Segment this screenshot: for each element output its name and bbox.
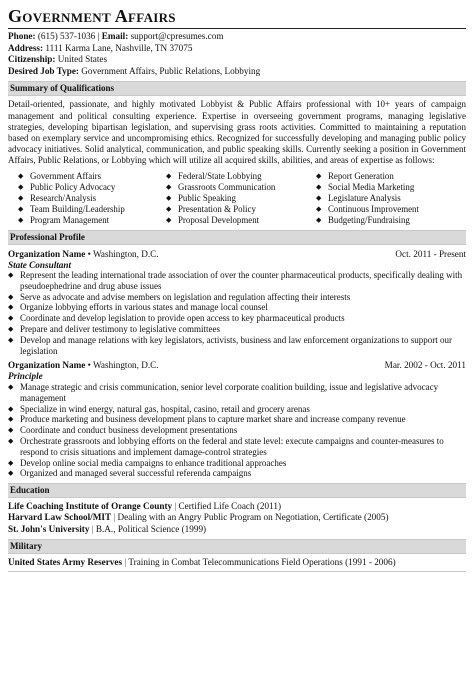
job-entry (8, 249, 466, 357)
credential-detail: Training in Combat Telecommunications Field Operations (1991 - 2006) (128, 557, 396, 568)
job-location: Washington, D.C. (92, 360, 159, 371)
skill-item: ◆ Program Management (18, 215, 166, 226)
credential-institution: Harvard Law School/MIT (8, 512, 112, 523)
contact-block (8, 31, 466, 77)
email-label: Email: (101, 31, 129, 41)
job-location: Washington, D.C. (92, 248, 159, 259)
job-bullet: ◆ Coordinate and conduct business development presentations (8, 425, 466, 436)
phone-value: (615) 537-1036 (37, 31, 96, 41)
email-value: support@cpresumes.com (130, 31, 224, 41)
job-bullet: ◆ Coordinate and develop legislation to provide open access to key pharmaceutical products (8, 313, 466, 324)
credential-row (8, 557, 466, 568)
military-list (8, 557, 466, 568)
skill-item: ◆ Public Speaking (166, 193, 316, 204)
contact-line-desired (8, 66, 466, 78)
military-heading: Military (8, 539, 466, 554)
desired-label: Desired Job Type: (8, 65, 79, 76)
credential-separator: | (111, 512, 118, 523)
job-bullet: ◆ Orchestrate grassroots and lobbying efforts on the federal and state level: execute campaigns and counter-measures to respond to crisis situations and implement damage-control strategies (8, 436, 466, 458)
contact-separator: | (97, 31, 100, 41)
job-dot: • (85, 360, 93, 371)
job-entry (8, 360, 466, 479)
job-bullets (8, 270, 466, 356)
credential-institution: St. John's University (8, 523, 90, 534)
job-title: State Consultant (8, 259, 72, 270)
resume-page (8, 6, 466, 572)
credential-institution: Life Coaching Institute of Orange County (8, 501, 173, 512)
job-bullet: ◆ Develop online social media campaigns to enhance traditional approaches (8, 458, 466, 469)
job-bullets (8, 382, 466, 479)
skill-item: ◆ Continuous Improvement (316, 204, 466, 215)
skill-item: ◆ Federal/State Lobbying (166, 171, 316, 182)
skill-item: ◆ Legislature Analysis (316, 193, 466, 204)
skills-column-3 (316, 171, 466, 226)
credential-detail: B.A., Political Science (1999) (95, 523, 207, 534)
skill-item: ◆ Research/Analysis (18, 193, 166, 204)
contact-line-phone-email (8, 31, 466, 43)
skill-item: ◆ Social Media Marketing (316, 182, 466, 193)
job-header (8, 360, 466, 371)
job-bullet: ◆ Organize lobbying efforts in various states and manage local counsel (8, 302, 466, 313)
skills-column-2 (166, 171, 316, 226)
desired-value: Government Affairs, Public Relations, Lobbying (81, 65, 261, 76)
citizenship-label: Citizenship: (8, 54, 56, 65)
summary-heading: Summary of Qualifications (8, 81, 466, 96)
page-title: Government Affairs (8, 6, 176, 26)
address-label: Address: (8, 42, 44, 53)
address-value: 1111 Karma Lane, Nashville, TN 37075 (45, 42, 193, 53)
job-bullet: ◆ Specialize in wind energy, natural gas, hospital, casino, retail and grocery arenas (8, 404, 466, 415)
job-org-line (8, 249, 159, 260)
skill-item: ◆ Report Generation (316, 171, 466, 182)
credential-block (8, 501, 466, 535)
credential-separator: | (89, 523, 96, 534)
skill-item: ◆ Presentation & Policy (166, 204, 316, 215)
skill-item: ◆ Budgeting/Fundraising (316, 215, 466, 226)
job-bullet: ◆ Prepare and deliver testimony to legislative committees (8, 324, 466, 335)
job-bullet: ◆ Develop and manage relations with key legislators, activists, business and law enforcement organizations to support our legislation (8, 335, 466, 357)
skills-grid (18, 171, 466, 226)
job-organization: Organization Name (8, 248, 86, 259)
job-org-line (8, 360, 159, 371)
skill-item: ◆ Proposal Development (166, 215, 316, 226)
credential-detail: Certified Life Coach (2011) (178, 501, 282, 512)
credential-separator: | (172, 501, 179, 512)
job-title: Principle (8, 371, 43, 382)
phone-label: Phone: (8, 31, 36, 41)
job-dates: Mar. 2002 - Oct. 2011 (384, 360, 466, 371)
summary-text: Detail-oriented, passionate, and highly motivated Lobbyist & Public Affairs professional with 10+ years of campaign management and political consulting experience. Expertise in overseeing government programs, managing legislative strategies, developing bipartisan legislation, and supervising grass roots activities. Committed to maintaining a reputation based on exemplary service and uncompromising ethics. Recognized for successfully developing and managing public policy advocacy initiatives. Solid analytical, communication, and public speaking skills. Currently seeking a position in Government Affairs, Public Relations, or Lobbying which will utilize all acquired skills, abilities, and areas of expertise as follows: (8, 99, 466, 166)
jobs-list (8, 249, 466, 480)
credential-row (8, 501, 466, 512)
skill-item: ◆ Grassroots Communication (166, 182, 316, 193)
contact-line-address (8, 43, 466, 55)
credential-institution: United States Army Reserves (8, 557, 123, 568)
bottom-divider (8, 571, 466, 572)
skills-column-1 (18, 171, 166, 226)
contact-line-citizenship (8, 54, 466, 66)
education-heading: Education (8, 483, 466, 498)
credential-separator: | (122, 557, 129, 568)
job-organization: Organization Name (8, 360, 86, 371)
job-bullet: ◆ Organized and managed several successful referenda campaigns (8, 468, 466, 479)
profile-heading: Professional Profile (8, 230, 466, 245)
job-bullet: ◆ Serve as advocate and advise members on legislation and regulation affecting their interests (8, 292, 466, 303)
skill-item: ◆ Public Policy Advocacy (18, 182, 166, 193)
job-dates: Oct. 2011 - Present (395, 248, 466, 259)
skill-item: ◆ Team Building/Leadership (18, 204, 166, 215)
job-bullet: ◆ Produce marketing and business development plans to capture market share and increase company revenue (8, 414, 466, 425)
skill-item: ◆ Government Affairs (18, 171, 166, 182)
education-list (8, 501, 466, 535)
job-bullet: ◆ Manage strategic and crisis communication, senior level corporate coalition building, issue and legislative advocacy management (8, 382, 466, 404)
title-divider (8, 28, 466, 29)
credential-detail: Dealing with an Angry Public Program on Negotiation, Certificate (2005) (117, 512, 389, 523)
credential-row (8, 512, 466, 523)
citizenship-value: United States (57, 54, 108, 65)
job-header (8, 249, 466, 260)
credential-row (8, 524, 466, 535)
job-dot: • (85, 248, 93, 259)
credential-block (8, 557, 466, 568)
job-bullet: ◆ Represent the leading international trade association of over the counter pharmaceutical products, specifically dealing with pseudoephedrine and drug abuse issues (8, 270, 466, 292)
